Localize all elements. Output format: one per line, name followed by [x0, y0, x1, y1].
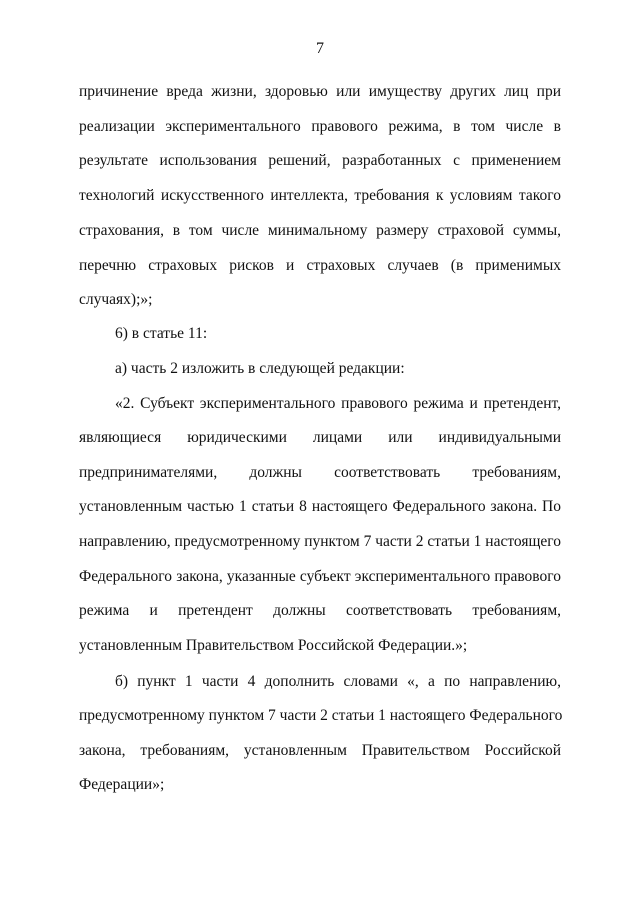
text-line: режима и претендент должны соответствовать требованиям,	[79, 602, 561, 619]
text-line: страхования, в том числе минимальному размеру страховой суммы,	[79, 222, 561, 239]
text-line: являющиеся юридическими лицами или индивидуальными	[79, 429, 561, 446]
text-line: реализации экспериментального правового режима, в том числе в	[79, 118, 561, 135]
paragraph-start-line: 6) в статье 11:	[115, 325, 208, 342]
text-line: закона, требованиям, установленным Правительством Российской	[79, 742, 561, 759]
text-line: причинение вреда жизни, здоровью или имуществу других лиц при	[79, 83, 561, 100]
page-number: 7	[316, 40, 324, 57]
text-line: предусмотренному пунктом 7 части 2 статьи 1 настоящего Федерального	[79, 707, 563, 724]
text-line: предпринимателями, должны соответствовать требованиям,	[79, 464, 561, 481]
paragraph-start-line: «2. Субъект экспериментального правового режима и претендент,	[115, 395, 561, 412]
text-line: случаях);»;	[79, 291, 153, 308]
text-line: результате использования решений, разработанных с применением	[79, 152, 561, 169]
paragraph-start-line: а) часть 2 изложить в следующей редакции:	[115, 360, 405, 377]
text-line: установленным Правительством Российской Федерации.»;	[79, 637, 468, 654]
text-line: установленным частью 1 статьи 8 настоящего Федерального закона. По	[79, 498, 561, 515]
paragraph-start-line: б) пункт 1 части 4 дополнить словами «, а по направлению,	[115, 673, 561, 690]
text-line: Федерального закона, указанные субъект экспериментального правового	[79, 568, 561, 585]
text-line: технологий искусственного интеллекта, требования к условиям такого	[79, 187, 561, 204]
text-line: перечню страховых рисков и страховых случаев (в применимых	[79, 257, 561, 274]
text-line: Федерации»;	[79, 776, 165, 793]
text-line: направлению, предусмотренному пунктом 7 части 2 статьи 1 настоящего	[79, 533, 562, 550]
